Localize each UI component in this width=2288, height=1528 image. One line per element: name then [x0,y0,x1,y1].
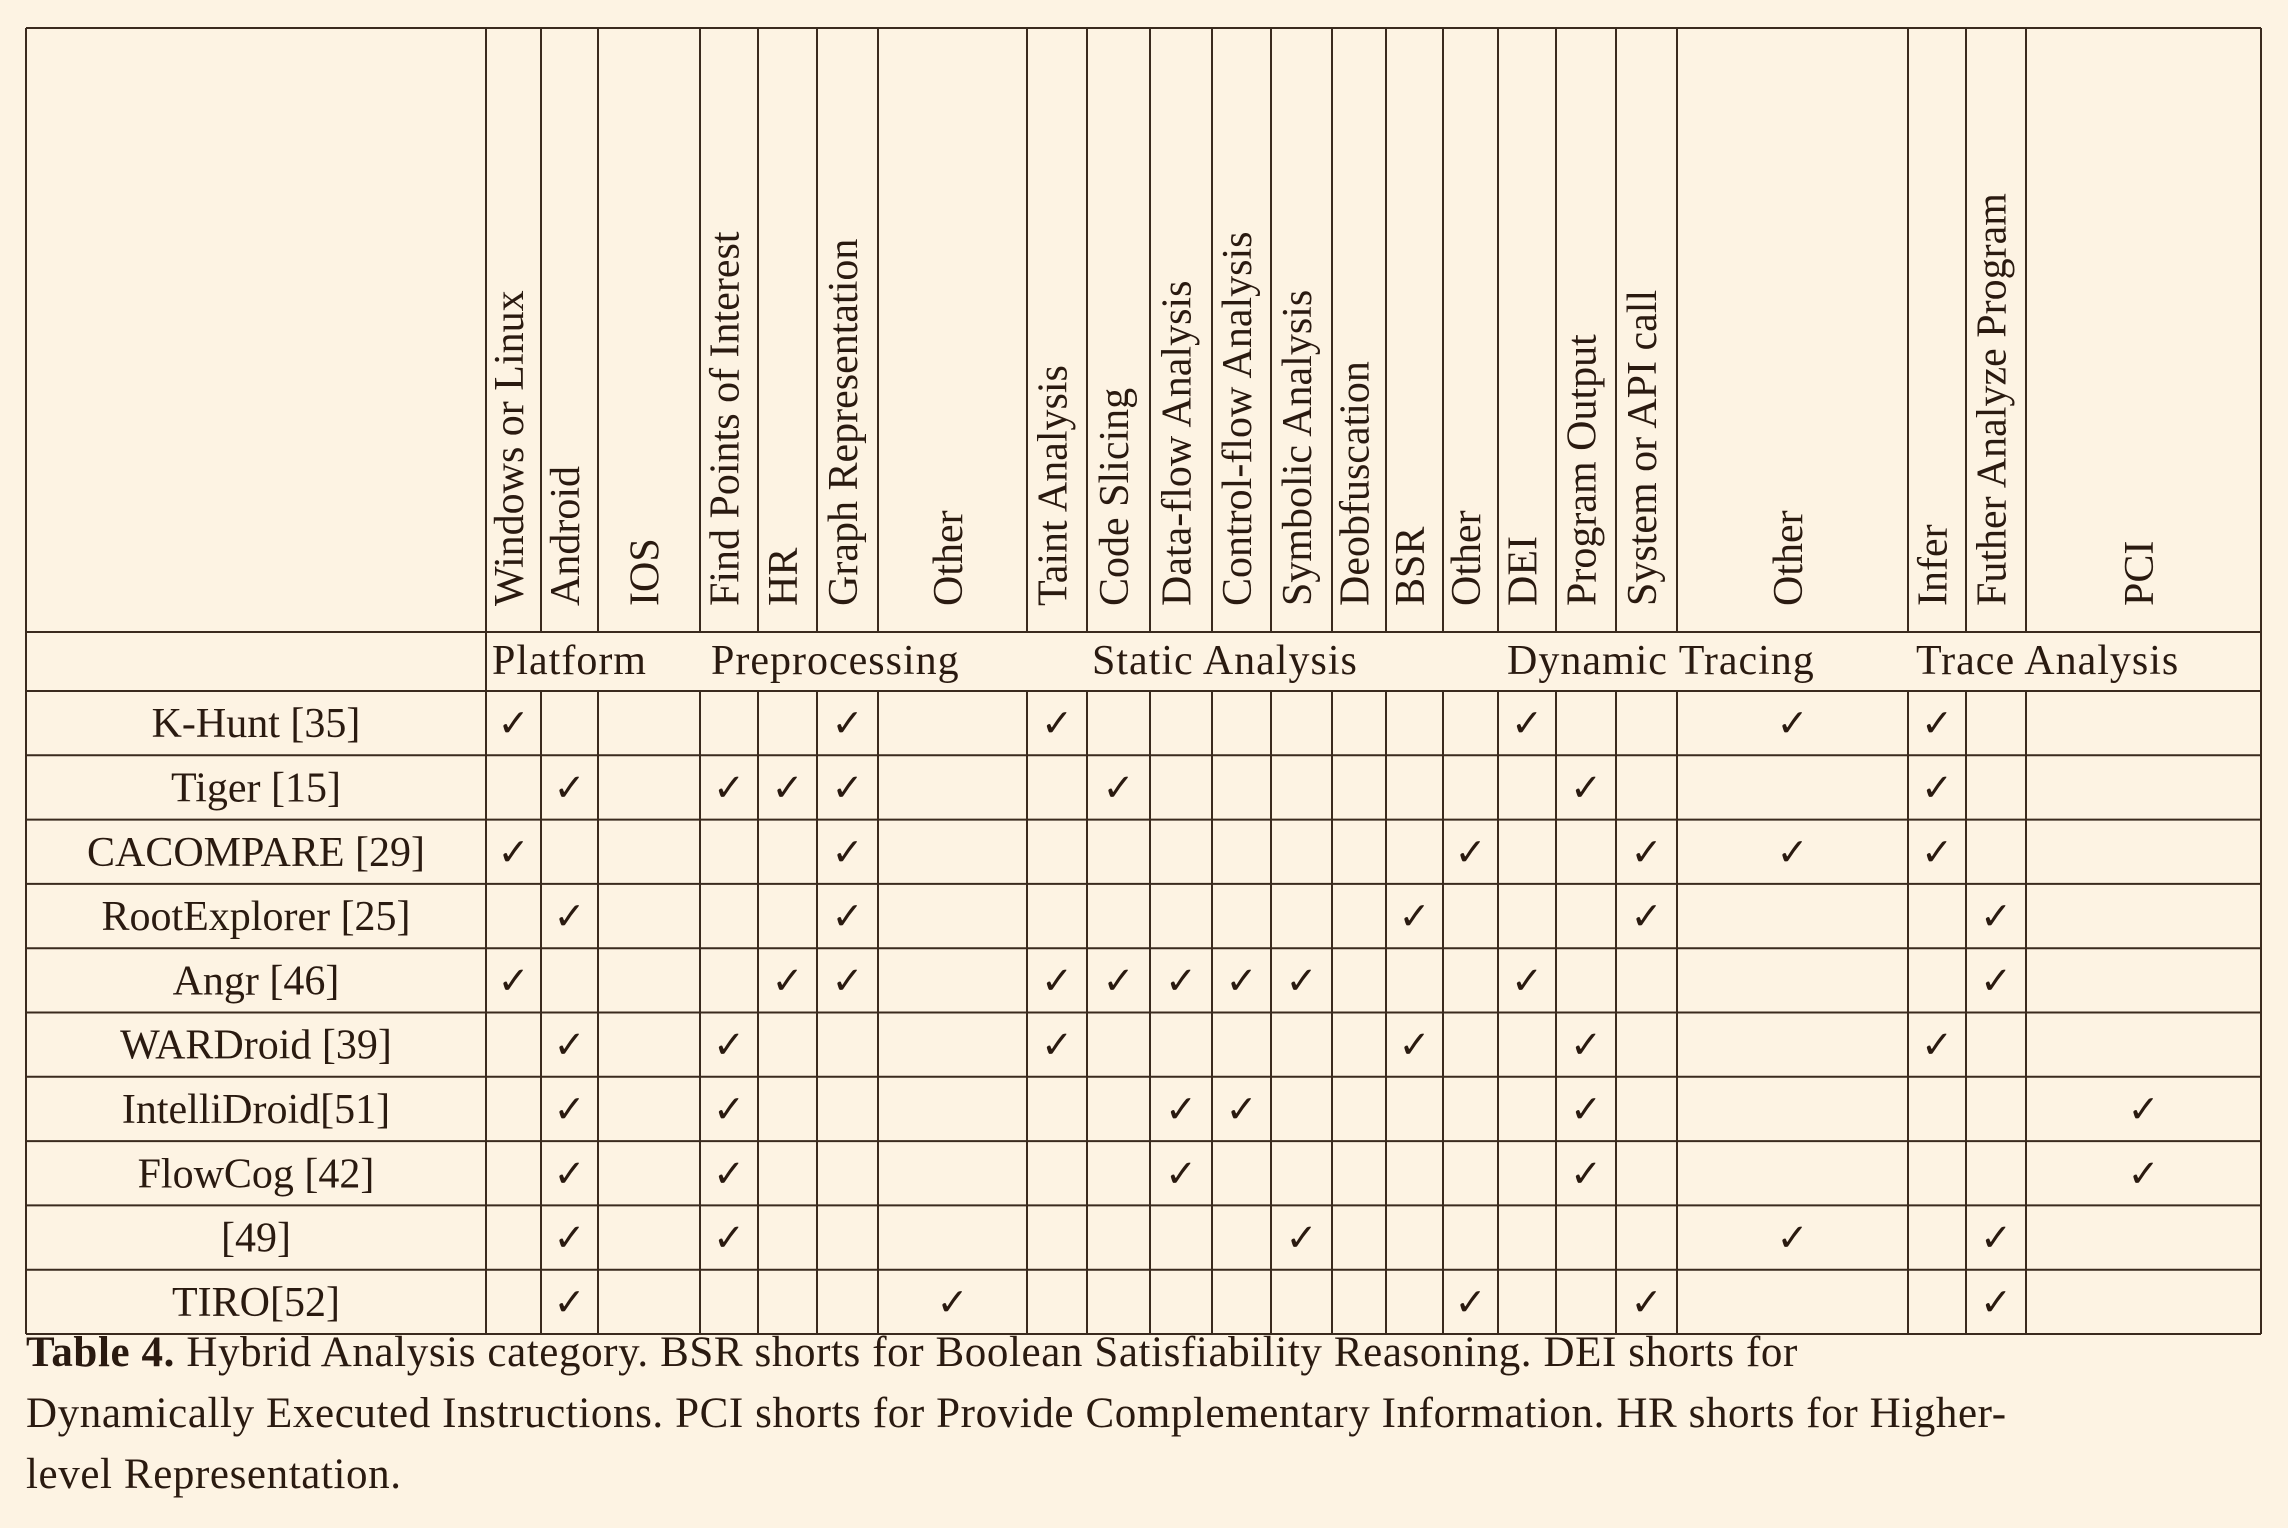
check-icon: ✓ [553,1086,586,1131]
column-header-code-slicing: Code Slicing [1092,387,1139,606]
check-icon: ✓ [553,1215,586,1260]
check-icon: ✓ [1041,701,1073,746]
check-icon: ✓ [831,958,864,1003]
column-header-infer: Infer [1910,524,1957,606]
check-icon: ✓ [713,765,745,810]
check-icon: ✓ [553,894,586,939]
group-header-preprocessing: Preprocessing [711,638,960,684]
row-label: RootExplorer [25] [101,894,411,941]
check-icon: ✓ [1041,1022,1073,1067]
column-header-windows-or-linux: Windows or Linux [487,290,534,606]
column-header-bsr: BSR [1388,526,1435,606]
check-icon: ✓ [1165,1086,1197,1131]
group-header-static-analysis: Static Analysis [1092,638,1358,684]
check-icon: ✓ [497,958,530,1003]
column-header-symbolic-analysis: Symbolic Analysis [1275,289,1322,606]
check-icon: ✓ [1454,829,1487,874]
row-label: CACOMPARE [29] [86,829,426,876]
column-header-other: Other [1766,510,1813,606]
row-label: WARDroid [39] [120,1022,392,1069]
check-icon: ✓ [1511,701,1543,746]
check-icon: ✓ [831,894,864,939]
check-icon: ✓ [1225,958,1258,1003]
check-icon: ✓ [713,1022,745,1067]
check-icon: ✓ [497,829,530,874]
check-icon: ✓ [831,829,864,874]
column-header-hr: HR [761,547,808,606]
check-icon: ✓ [1398,894,1431,939]
column-header-other: Other [1444,510,1491,606]
row-label: TIRO[52] [172,1279,340,1326]
row-label: K-Hunt [35] [151,701,361,748]
column-header-program-output: Program Output [1559,334,1606,606]
check-icon: ✓ [771,958,804,1003]
column-header-find-points-of-interest: Find Points of Interest [702,231,749,606]
check-icon: ✓ [1980,1279,2012,1324]
check-icon: ✓ [553,1022,586,1067]
column-header-futher-analyze-program: Futher Analyze Program [1969,193,2016,606]
check-icon: ✓ [831,765,864,810]
check-icon: ✓ [1041,958,1073,1003]
check-icon: ✓ [1570,1022,1602,1067]
column-header-data-flow-analysis: Data-flow Analysis [1154,280,1201,606]
check-icon: ✓ [936,1279,969,1324]
check-icon: ✓ [1980,958,2012,1003]
column-header-android: Android [543,466,590,606]
check-icon: ✓ [713,1215,745,1260]
check-icon: ✓ [1398,1022,1431,1067]
check-icon: ✓ [497,701,530,746]
check-icon: ✓ [553,1151,586,1196]
check-icon: ✓ [1630,894,1663,939]
check-icon: ✓ [1285,1215,1318,1260]
check-icon: ✓ [553,1279,586,1324]
check-icon: ✓ [1454,1279,1487,1324]
check-icon: ✓ [1102,958,1135,1003]
check-icon: ✓ [1921,829,1953,874]
check-icon: ✓ [1921,701,1953,746]
caption-text: Hybrid Analysis category. BSR shorts for Boolean Satisfiability Reasoning. DEI shorts for Dynamically Executed Instructions. PCI shorts for Provide Complementary Information. HR shorts for Higher-level Representation. [26,1329,2007,1498]
column-header-graph-representation: Graph Representation [821,238,868,606]
column-headers [487,193,2163,606]
column-header-pci: PCI [2117,540,2164,606]
check-icon: ✓ [1776,701,1809,746]
check-icon: ✓ [1225,1086,1258,1131]
group-header-dynamic-tracing: Dynamic Tracing [1507,638,1815,684]
group-header-trace-analysis: Trace Analysis [1916,638,2180,684]
row-label: IntelliDroid[51] [121,1086,391,1133]
check-icon: ✓ [1630,829,1663,874]
check-icon: ✓ [1570,765,1602,810]
column-header-dei: DEI [1500,536,1547,606]
column-header-taint-analysis: Taint Analysis [1030,365,1077,606]
check-icon: ✓ [1570,1151,1602,1196]
check-icon: ✓ [1570,1086,1602,1131]
check-icon: ✓ [1776,1215,1809,1260]
row-label: FlowCog [42] [137,1151,375,1198]
check-icon: ✓ [1102,765,1135,810]
check-icon: ✓ [2127,1086,2160,1131]
check-icon: ✓ [771,765,804,810]
check-icon: ✓ [1630,1279,1663,1324]
group-header-platform: Platform [492,638,647,684]
check-icon: ✓ [1921,1022,1953,1067]
check-icon: ✓ [831,701,864,746]
column-header-system-or-api-call: System or API call [1620,289,1667,606]
row-label: Tiger [15] [171,765,341,812]
check-icon: ✓ [1165,1151,1197,1196]
column-header-other: Other [926,510,973,606]
group-headers [492,638,2179,684]
check-icon: ✓ [1921,765,1953,810]
row-label: Angr [46] [172,958,340,1005]
column-header-control-flow-analysis: Control-flow Analysis [1215,231,1262,606]
column-header-deobfuscation: Deobfuscation [1332,361,1379,606]
check-icon: ✓ [1980,894,2012,939]
check-icon: ✓ [713,1151,745,1196]
check-icon: ✓ [1511,958,1543,1003]
caption-label: Table 4. [26,1329,175,1376]
check-icon: ✓ [1285,958,1318,1003]
row-label: [49] [221,1215,291,1262]
check-icon: ✓ [713,1086,745,1131]
check-icon: ✓ [553,765,586,810]
check-icon: ✓ [2127,1151,2160,1196]
check-icon: ✓ [1980,1215,2012,1260]
column-header-ios: IOS [622,538,669,606]
table-caption [26,1322,2026,1505]
check-icon: ✓ [1165,958,1197,1003]
check-icon: ✓ [1776,829,1809,874]
